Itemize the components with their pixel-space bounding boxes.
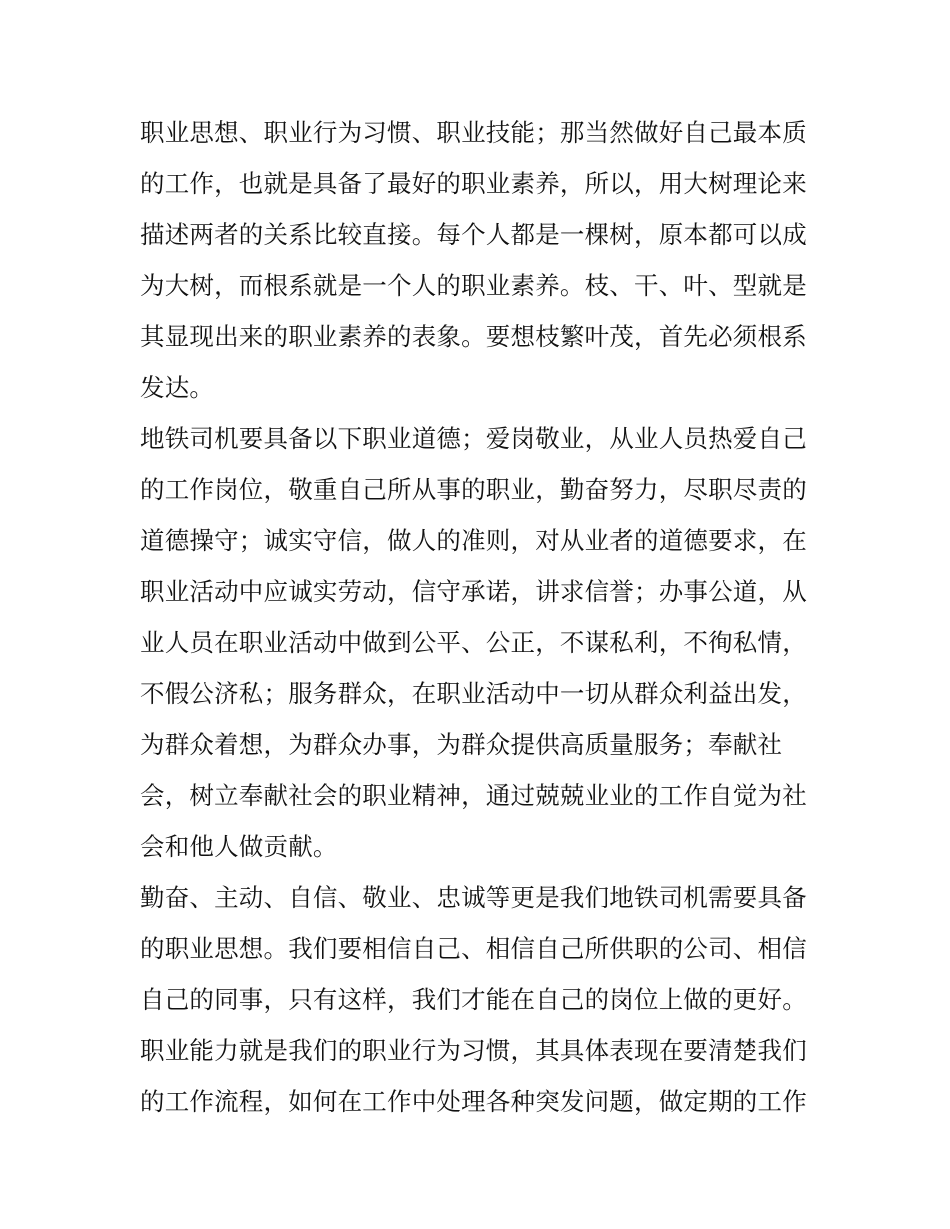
text-line: 的工作，也就是具备了最好的职业素养，所以，用大树理论来 [140, 169, 807, 198]
text-line: 发达。 [140, 373, 215, 402]
text-line: 业人员在职业活动中做到公平、公正，不谋私利，不徇私情， [140, 628, 807, 657]
text-line: 会和他人做贡献。 [140, 832, 338, 861]
text-line: 其显现出来的职业素养的表象。要想枝繁叶茂，首先必须根系 [140, 322, 807, 351]
text-line: 职业活动中应诚实劳动，信守承诺，讲求信誉；办事公道，从 [140, 577, 807, 606]
document-body [140, 107, 812, 1127]
text-line: 的工作岗位，敬重自己所从事的职业，勤奋努力，尽职尽责的 [140, 475, 807, 504]
text-line: 的职业思想。我们要相信自己、相信自己所供职的公司、相信 [140, 934, 807, 963]
text-line: 自己的同事，只有这样，我们才能在自己的岗位上做的更好。 [140, 985, 807, 1014]
text-line: 为群众着想，为群众办事，为群众提供高质量服务；奉献社 [140, 730, 783, 759]
text-line: 不假公济私；服务群众，在职业活动中一切从群众利益出发， [140, 679, 807, 708]
text-line: 为大树，而根系就是一个人的职业素养。枝、干、叶、型就是 [140, 271, 807, 300]
text-line: 会，树立奉献社会的职业精神，通过兢兢业业的工作自觉为社 [140, 781, 807, 810]
text-line: 职业能力就是我们的职业行为习惯，其具体表现在要清楚我们 [140, 1036, 807, 1065]
text-line: 地铁司机要具备以下职业道德；爱岗敬业，从业人员热爱自己 [140, 424, 807, 453]
text-line: 勤奋、主动、自信、敬业、忠诚等更是我们地铁司机需要具备 [140, 883, 807, 912]
text-line: 道德操守；诚实守信，做人的准则，对从业者的道德要求，在 [140, 526, 807, 555]
text-line: 的工作流程，如何在工作中处理各种突发问题，做定期的工作 [140, 1087, 807, 1116]
text-line: 描述两者的关系比较直接。每个人都是一棵树，原本都可以成 [140, 220, 807, 249]
text-line: 职业思想、职业行为习惯、职业技能；那当然做好自己最本质 [140, 118, 807, 147]
